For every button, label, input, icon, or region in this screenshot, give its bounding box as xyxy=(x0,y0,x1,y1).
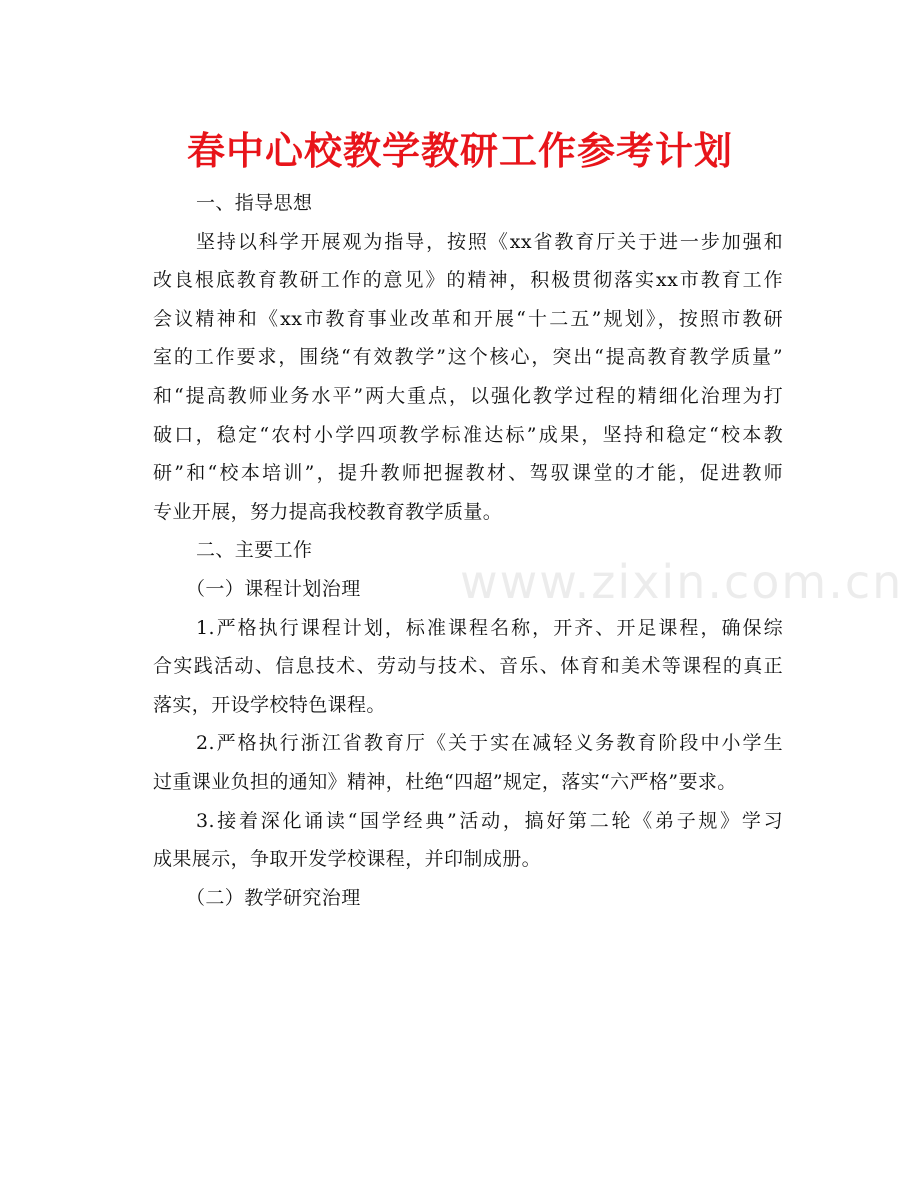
paragraph-line: 专业开展，努力提高我校教育教学质量。 xyxy=(153,500,503,523)
paragraph-line: 坚持以科学开展观为指导，按照《xx省教育厅关于进一步加强和 xyxy=(196,230,783,253)
paragraph-line: 研”和“校本培训”，提升教师把握教材、驾驭课堂的才能，促进教师 xyxy=(153,462,783,485)
paragraph-line: 室的工作要求，围绕“有效教学”这个核心，突出“提高教育教学质量” xyxy=(153,346,783,369)
subsection-heading-teaching-research: （二）教学研究治理 xyxy=(186,886,361,909)
paragraph-item-2 xyxy=(153,724,783,801)
paragraph-line: 和“提高教师业务水平”两大重点，以强化教学过程的精细化治理为打 xyxy=(153,384,783,407)
paragraph-line: 成果展示，争取开发学校课程，并印制成册。 xyxy=(153,848,542,871)
section-heading-main-work: 二、主要工作 xyxy=(196,539,313,562)
subsection-heading-curriculum: （一）课程计划治理 xyxy=(186,577,361,600)
paragraph-item-3 xyxy=(153,802,783,879)
paragraph-item-1 xyxy=(153,609,783,725)
document-body xyxy=(153,184,904,917)
paragraph-line: 2.严格执行浙江省教育厅《关于实在减轻义务教育阶段中小学生 xyxy=(196,732,783,755)
paragraph-guiding-ideology xyxy=(153,223,783,532)
section-heading-guiding-ideology: 一、指导思想 xyxy=(196,192,313,214)
paragraph-line: 3.接着深化诵读“国学经典”活动，搞好第二轮《弟子规》学习 xyxy=(196,809,783,832)
watermark: www.zixin.com.cn xyxy=(460,555,904,609)
paragraph-line: 改良根底教育教研工作的意见》的精神，积极贯彻落实xx市教育工作 xyxy=(153,269,783,292)
paragraph-line: 过重课业负担的通知》精神，杜绝“四超”规定，落实“六严格”要求。 xyxy=(153,770,737,793)
paragraph-line: 会议精神和《xx市教育事业改革和开展“十二五”规划》，按照市教研 xyxy=(153,307,783,330)
paragraph-line: 合实践活动、信息技术、劳动与技术、音乐、体育和美术等课程的真正 xyxy=(153,655,783,678)
paragraph-line: 落实，开设学校特色课程。 xyxy=(153,693,386,716)
document-title: 春中心校教学教研工作参考计划 xyxy=(186,129,733,173)
paragraph-line: 1.严格执行课程计划，标准课程名称，开齐、开足课程，确保综 xyxy=(196,616,783,639)
paragraph-line: 破口，稳定“农村小学四项教学标准达标”成果，坚持和稳定“校本教 xyxy=(153,423,783,446)
